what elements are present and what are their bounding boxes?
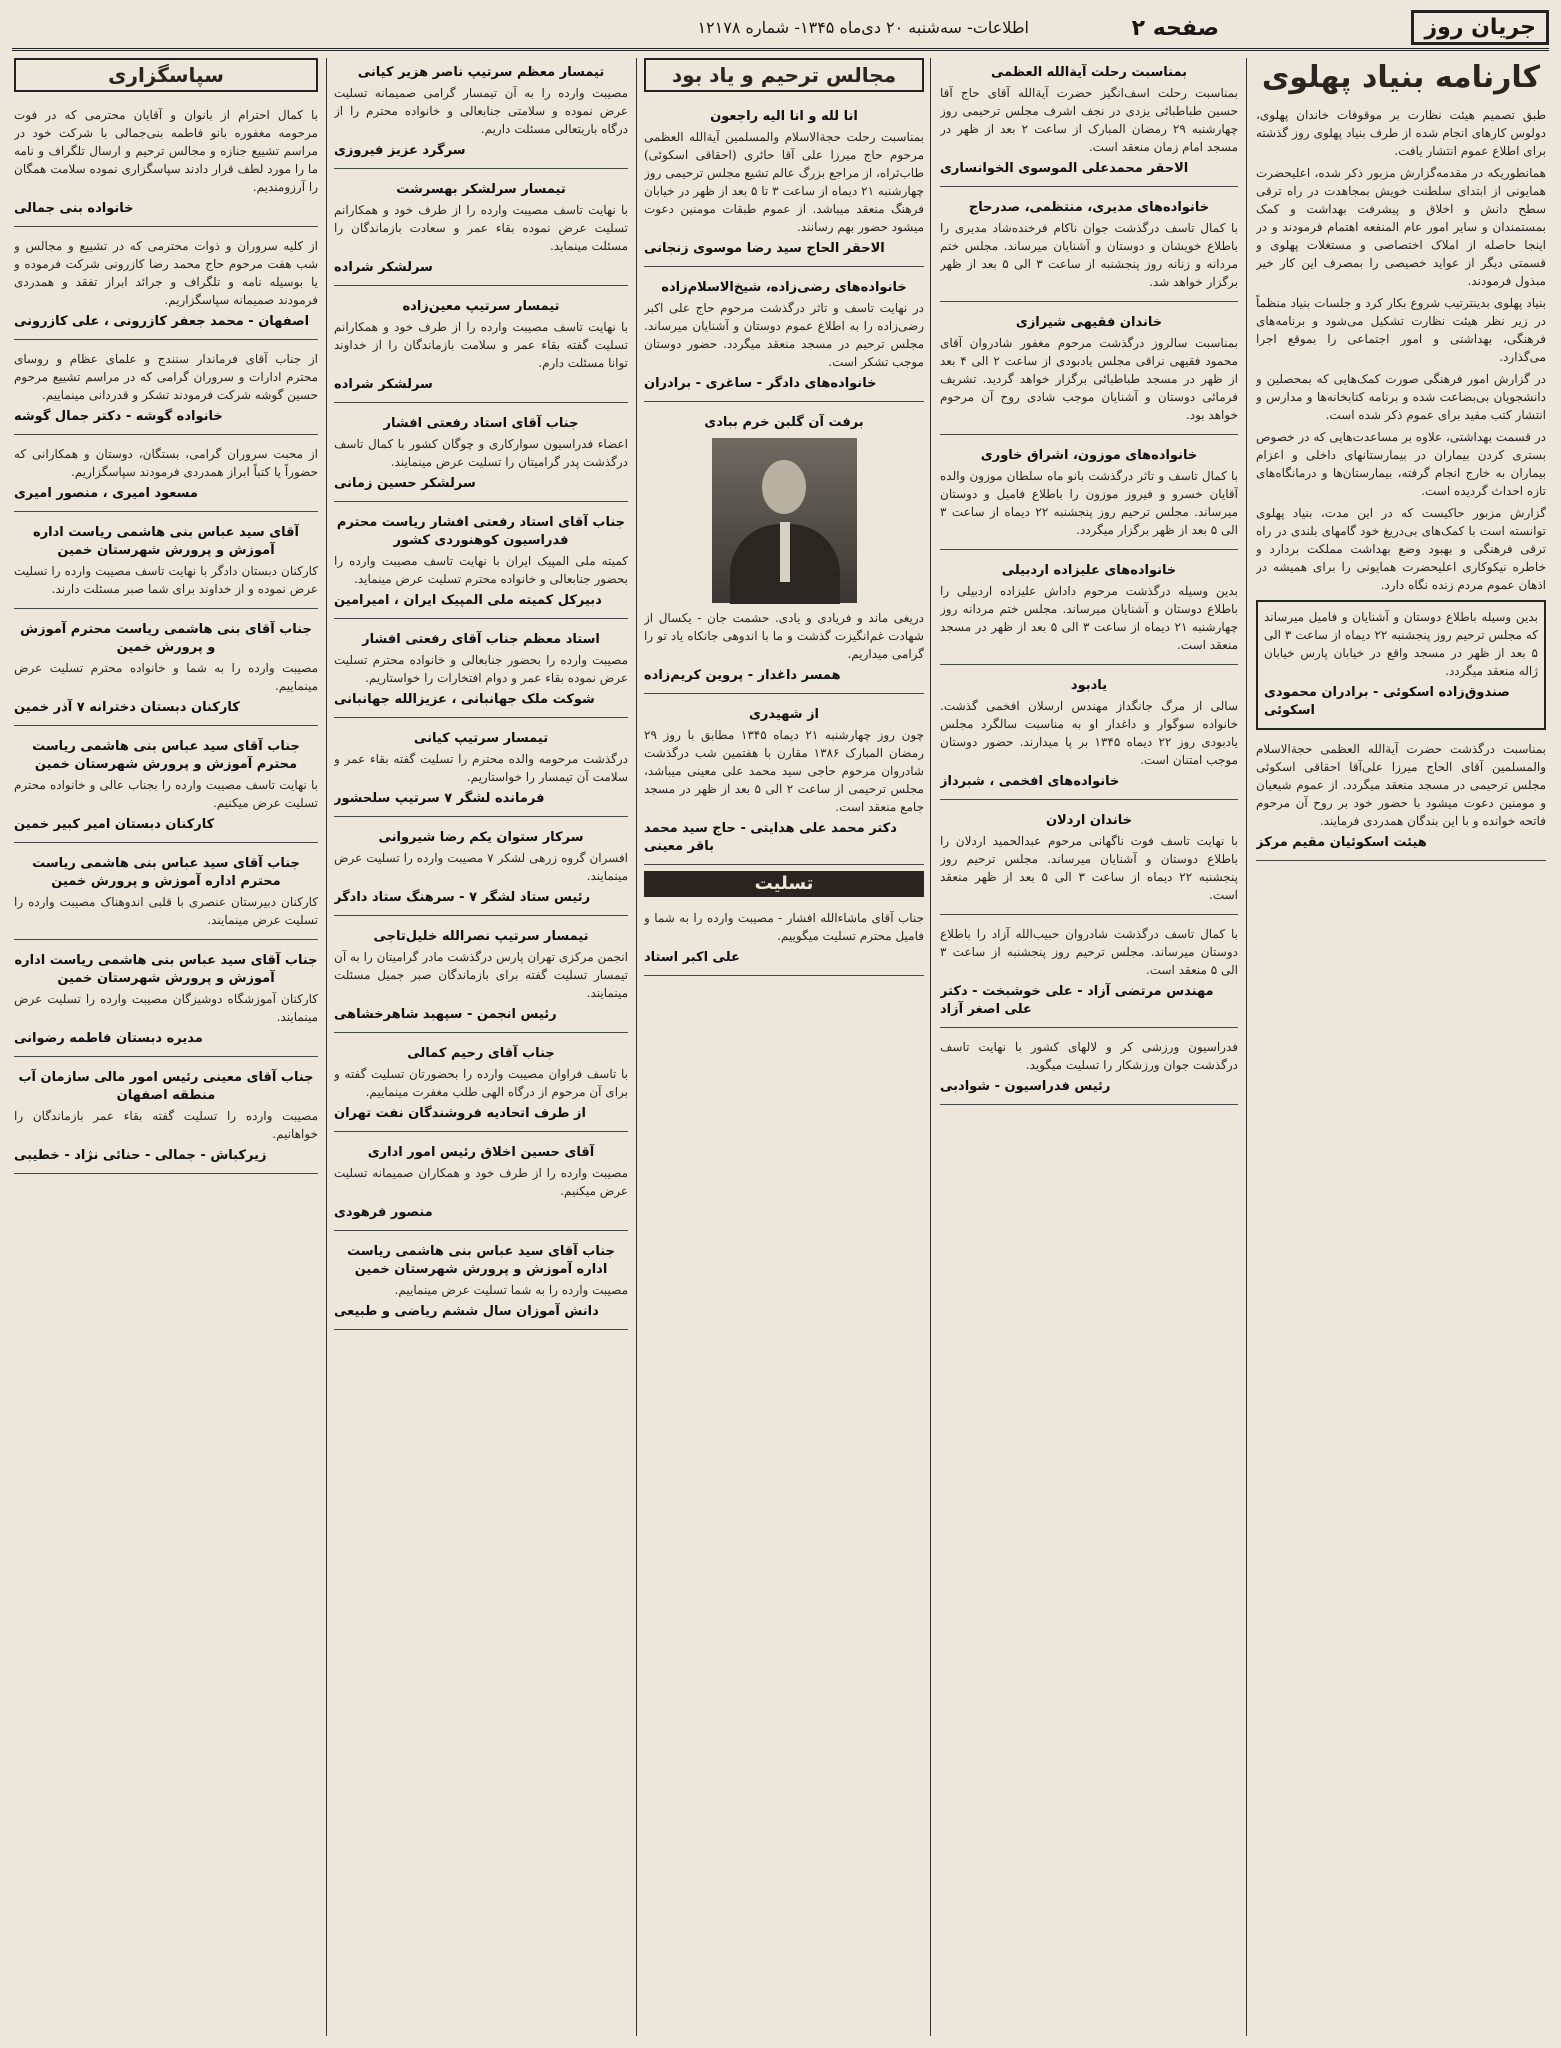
notice-body: با کمال تاسف درگذشت شادروان حبیب‌الله آزاد را باطلاع دوستان میرساند. مجلس ترحیم روز پنجشنبه از ساعت ۳ الی ۵ منعقد است. [940, 927, 1238, 977]
notice-heading: خانواده‌های مدیری، منتظمی، صدرحاج [968, 200, 1210, 215]
notice-heading: سرکار ستوان یکم رضا شیروانی [378, 830, 584, 845]
notice-heading: جناب آقای معینی رئیس امور مالی سازمان آب منطقه اصفهان [18, 1070, 314, 1103]
column-memorials-b [644, 58, 924, 2038]
notice-signature: دبیرکل کمیته ملی المپیک ایران ، امیرامین [334, 593, 602, 608]
notice-heading: از شهیدری [748, 707, 820, 722]
notice-signature: دانش آموزان سال ششم ریاضی و طبیعی [334, 1304, 599, 1319]
notice-body: از جناب آقای فرماندار سنندج و علمای عظام و روسای محترم ادارات و سروران گرامی که در مراسم تشییع مرحوم حسین گوشه شرکت فرمودند تشکر و قدردانی مینماییم. [14, 352, 318, 402]
section-title: جریان روز [1411, 10, 1549, 45]
notice [14, 849, 318, 940]
notice-signature: خانواده بنی جمالی [14, 201, 134, 216]
notice-signature: مسعود امیری ، منصور امیری [14, 486, 198, 501]
notice [334, 1039, 628, 1132]
notice-signature: منصور فرهودی [334, 1205, 433, 1220]
notice-heading: تیمسار سرتیپ نصرالله خلیل‌تاجی [373, 929, 589, 944]
notice-signature: زیرکباش - جمالی - حنائی نژاد - خطیبی [14, 1148, 267, 1163]
article-paragraph: طبق تصمیم هیئت نظارت بر موقوفات خاندان پهلوی، دولوس کارهای انجام شده از طرف بنیاد پهلوی روز گذشته برای اطلاع عموم انتشار یافت. [1256, 108, 1546, 158]
notice-body: با نهایت تاسف مصیبت وارده را از طرف خود و همکارانم تسلیت گفته بقاء عمر و سلامت بازماندگان را از خداوند توانا مسئلت دارم. [334, 320, 628, 370]
notice-heading: جناب آقای سید عباس بنی هاشمی ریاست اداره آموزش و پرورش شهرستان خمین [347, 1244, 615, 1277]
notice-body: فدراسیون ورزشی کر و لالهای کشور با نهایت تاسف درگذشت جوان ورزشکار را تسلیت میگوید. [940, 1040, 1238, 1072]
notice [644, 408, 924, 694]
notice-body: با کمال احترام از بانوان و آقایان محترمی که در فوت مرحومه مغفوره بانو فاطمه بنی‌جمالی با شرکت خود در مراسم تشییع جنازه و مجالس ترحیم و ارسال تلگراف و نامه ما را مورد لطف قرار دادند سپاسگزاری نموده سلامت همگان را آرزومندیم. [14, 108, 318, 194]
notice [14, 518, 318, 609]
column-bonyad-pahlavi [1256, 58, 1546, 2038]
notice [14, 615, 318, 726]
notice-heading: آقای سید عباس بنی هاشمی ریاست اداره آموزش و پرورش شهرستان خمین [33, 525, 299, 558]
article-paragraph: بنیاد پهلوی بدینترتیب شروع بکار کرد و جلسات بنیاد منظماً در زیر نظر هیئت نظارت تشکیل می‌شود و برنامه‌های فرهنگی، بهداشتی و امور اجتماعی را بموقع اجرا می‌گذارد. [1256, 296, 1546, 364]
notice-body: بدین وسیله درگذشت مرحوم داداش علیزاده اردبیلی را باطلاع دوستان و آشنایان میرساند. مجلس ختم مردانه روز چهارشنبه ۲۱ دیماه از ساعت ۳ الی ۵ بعد از ظهر در مسجد منعقد است. [940, 584, 1238, 652]
notice [334, 1237, 628, 1330]
notice-heading: استاد معظم جناب آقای رفعتی افشار [362, 632, 600, 647]
notice-heading: بمناسبت رحلت آیةالله العظمی [990, 65, 1188, 80]
notice-heading: تیمسار سرتیپ معین‌زاده [402, 299, 560, 314]
masthead [12, 8, 1549, 51]
notice-heading: خاندان اردلان [1045, 813, 1133, 828]
article-paragraph: گزارش مزبور حاکیست که در این مدت، بنیاد پهلوی توانسته است با کمک‌های بی‌دریغ خود گامهای بلندی در راه ترقی فرهنگی و بهبود وضع بهداشت مملکت بردارد و خاطره نیکوکاری اعلیحضرت همایونی را برای همیشه در اذهان عموم مردم زنده نگاه دارد. [1256, 506, 1546, 592]
notice-heading: آقای حسین اخلاق رئیس امور اداری [367, 1145, 595, 1160]
notice-body: با کمال تاسف درگذشت جوان ناکام فرخنده‌شاد مدیری را باطلاع خویشان و دوستان و آشنایان میرساند. مجلس ختم مردانه و زنانه روز پنجشنبه از ساعت ۳ الی ۵ بعد از ظهر برگزار خواهد شد. [940, 221, 1238, 289]
notice-body: کمیته ملی المپیک ایران با نهایت تاسف مصیبت وارده را بحضور جنابعالی و خانواده محترم تسلیت عرض مینماید. [334, 554, 628, 586]
notice [940, 806, 1238, 915]
notice [940, 1034, 1238, 1105]
notice-signature: علی اکبر استاد [644, 950, 740, 965]
notice-body: انجمن مرکزی تهران پارس درگذشت مادر گرامیتان را به آن تیمسار تسلیت گفته برای بازماندگان صبر جمیل مسئلت مینمایند. [334, 950, 628, 1000]
article-paragraph: در قسمت بهداشتی، علاوه بر مساعدت‌هایی که در خصوص بستری کردن بیماران در بیمارستانهای داخلی و اعزام بیماران به خارج انجام گرفته، بیمارستان‌ها و درمانگاه‌های تازه احداث گردیده است. [1256, 430, 1546, 498]
notice-signature: خانواده گوشه - دکتر جمال گوشه [14, 409, 223, 424]
notice-heading: برفت آن گلبن خرم ببادی [704, 415, 864, 430]
notice-body: افسران گروه زرهی لشکر ۷ مصیبت وارده را تسلیت عرض مینمایند. [334, 851, 628, 883]
notice [334, 724, 628, 817]
notice [14, 233, 318, 340]
notice-body: اعضاء فدراسیون سوارکاری و چوگان کشور با کمال تاسف درگذشت پدر گرامیتان را تسلیت عرض مینمایند. [334, 437, 628, 469]
notice-body: با تاسف فراوان مصیبت وارده را بحضورتان تسلیت گفته و برای آن مرحوم از درگاه الهی طلب مغفرت مینماییم. [334, 1067, 628, 1099]
notice-body: مصیبت وارده را به شما و خانواده محترم تسلیت عرض مینماییم. [14, 661, 318, 693]
thanks-banner: سپاسگزاری [14, 58, 318, 92]
notice-heading: انا لله و انا الیه راجعون [710, 109, 858, 124]
notice-heading: جناب آقای سید عباس بنی هاشمی ریاست محترم اداره آموزش و پرورش خمین [32, 856, 300, 889]
issue-info: اطلاعات- سه‌شنبه ۲۰ دی‌ماه ۱۳۴۵- شماره ۱۲۱۷۸ [697, 18, 1029, 37]
notice-heading: خانواده‌های علیزاده اردبیلی [1001, 563, 1177, 578]
boxed-notice [1256, 600, 1546, 730]
notice-body: مصیبت وارده را به شما تسلیت عرض مینماییم. [394, 1283, 628, 1297]
notice-heading: تیمسار سرتیپ کیانی [413, 731, 549, 746]
notice-heading: جناب آقای سید عباس بنی هاشمی ریاست محترم آموزش و پرورش شهرستان خمین [32, 739, 300, 772]
notice-body: بمناسبت درگذشت حضرت آیةالله العظمی حجةالاسلام والمسلمین آقای الحاج میرزا علی‌آقا احقاقی اسکوئی مجلس ترحیمی در مسجد منعقد میگردد. از عموم شیعیان و مومنین دعوت میشود با حضور خود بر روح آن مرحوم فاتحه خوانده و با این بندگان همدردی فرمایند. [1256, 742, 1546, 828]
notice-body: بدین وسیله باطلاع دوستان و آشنایان و فامیل میرساند که مجلس ترحیم روز پنجشنبه ۲۲ دیماه از ساعت ۳ الی ۵ بعد از ظهر در مسجد واقع در خیابان پارس خیابان ژاله منعقد میگردد. [1264, 610, 1539, 678]
notice [940, 671, 1238, 800]
column-condolences [334, 58, 628, 2038]
notice [334, 58, 628, 169]
notice-signature: دکتر محمد علی هدایتی - حاج سید محمد باقر معینی [644, 821, 897, 854]
notice-body: با نهایت تاسف فوت ناگهانی مرحوم عبدالحمید اردلان را باطلاع دوستان و آشنایان میرساند. مجلس ترحیم روز پنجشنبه ۲۲ دیماه از ساعت ۳ الی ۵ بعد از ظهر منعقد است. [940, 834, 1238, 902]
notice-signature: فرمانده لشگر ۷ سرتیپ سلحشور [334, 791, 545, 806]
notice-body: از محبت سروران گرامی، بستگان، دوستان و همکارانی که حضوراً یا کتباً ابراز همدردی فرمودند سپاسگزاریم. [14, 447, 318, 479]
notice [334, 508, 628, 619]
notice-body: چون روز چهارشنبه ۲۱ دیماه ۱۳۴۵ مطابق با روز ۲۹ رمضان المبارک ۱۳۸۶ مقارن با هفتمین شب درگذشت شادروان مرحوم حاجی سید محمد علی معینی میباشد، مجلس ترحیمی از ساعت ۲ الی ۵ بعد از ظهر در مسجد جامع منعقد است. [644, 728, 924, 814]
notice-signature: الاحقر محمدعلی الموسوی الخوانساری [940, 161, 1189, 176]
notice-heading: جناب آقای استاد رفعتی افشار ریاست محترم فدراسیون کوهنوردی کشور [336, 515, 626, 548]
notice-body: سالی از مرگ جانگداز مهندس ارسلان افخمی گذشت. خانواده سوگوار و داغدار او به مناسبت سالگرد مجلس یادبودی روز ۲۲ دیماه ۱۳۴۵ بر پا میدارند. حضور دوستان موجب امتنان است. [940, 699, 1238, 767]
notice-signature: رئیس ستاد لشگر ۷ - سرهنگ ستاد دادگر [334, 890, 591, 905]
notice-body: با نهایت تاسف مصیبت وارده را بجناب عالی و خانواده محترم تسلیت عرض میکنیم. [14, 778, 318, 810]
notice-signature: سرلشکر شراده [334, 377, 433, 392]
notice-body: کارکنان دبیرستان عنصری با قلبی اندوهناک مصیبت وارده را تسلیت عرض مینمایند. [14, 895, 318, 927]
notice [334, 409, 628, 502]
notice-signature: صندوق‌زاده اسکوئی - برادران محمودی اسکوئی [1264, 685, 1510, 718]
notice-body: بمناسبت سالروز درگذشت مرحوم مغفور شادروان آقای محمود فقیهی نراقی مجلس یادبودی از ساعت ۲ الی ۴ بعد از ظهر در مسجد طباطبائی برگزار خواهد گردید. تشریف فرمائی دوستان و آشنایان موجب شادی روح آن مرحوم خواهد بود. [940, 336, 1238, 422]
column-rule [636, 58, 637, 2036]
notice-signature: کارکنان دبستان امیر کبیر خمین [14, 817, 215, 832]
notice-heading: تیمسار معظم سرتیپ ناصر هزیر کیانی [357, 65, 605, 80]
notice-signature: از طرف اتحادیه فروشندگان نفت تهران [334, 1106, 586, 1121]
notice-signature: سرلشکر شراده [334, 260, 433, 275]
notice-heading: خانواده‌های موزون، اشراق خاوری [980, 448, 1198, 463]
notice-signature: الاحقر الحاج سید رضا موسوی زنجانی [644, 241, 885, 256]
notice-signature: رئیس فدراسیون - شوادبی [940, 1079, 1111, 1094]
column-rule [326, 58, 327, 2036]
notice [14, 1063, 318, 1174]
page-number: صفحه ۲ [1131, 16, 1219, 41]
notice [14, 946, 318, 1057]
notice [14, 346, 318, 435]
notice-body: مصیبت وارده را به آن تیمسار گرامی صمیمانه تسلیت عرض نموده و سلامتی جنابعالی و خانواده محترم را از درگاه باریتعالی مسئلت داریم. [334, 86, 628, 136]
notice-heading: جناب آقای استاد رفعتی افشار [383, 416, 579, 431]
notice [334, 1138, 628, 1231]
notice-body: مصیبت وارده را از طرف خود و همکاران صمیمانه تسلیت عرض میکنیم. [334, 1166, 628, 1198]
notice [644, 700, 924, 865]
notice-body: مصیبت وارده را بحضور جنابعالی و خانواده محترم تسلیت عرض نموده بقاء عمر و دوام افتخارات را خواستاریم. [334, 653, 628, 685]
notice [334, 823, 628, 916]
notice-signature: خانواده‌های دادگر - ساغری - برادران [644, 376, 877, 391]
notice-body: از کلیه سروران و ذوات محترمی که در تشییع و مجالس و شب هفت مرحوم حاج محمد رضا کازرونی شرکت فرموده و یا بوسیله نامه و تلگراف و جرائد ابراز تفقد و همدردی فرمودند صمیمانه سپاسگزاریم. [14, 239, 318, 307]
notice [940, 58, 1238, 187]
notice-signature: خانواده‌های افخمی ، شبرداز [940, 774, 1120, 789]
notice-heading: تیمسار سرلشکر بهسرشت [396, 182, 566, 197]
notice-heading: جناب آقای بنی هاشمی ریاست محترم آموزش و پرورش خمین [20, 622, 312, 655]
notice [644, 905, 924, 976]
notice [940, 441, 1238, 550]
notice [644, 273, 924, 402]
notice-heading: خانواده‌های رضی‌زاده، شیخ‌الاسلام‌زاده [661, 280, 907, 295]
notice-body: کارکنان دبستان دادگر با نهایت تاسف مصیبت وارده را تسلیت عرض نموده و از خداوند برای شما صبر مسئلت دارند. [14, 564, 318, 596]
notice-body: بمناسبت رحلت اسف‌انگیز حضرت آیةالله آقای حاج آقا حسین طباطبائی یزدی در نجف اشرف مجلس ترحیمی روز چهارشنبه ۲۹ رمضان المبارک از ساعت ۲ بعد از ظهر در مسجد امام زمان منعقد است. [940, 86, 1238, 154]
notice-body: بمناسبت رحلت حجةالاسلام والمسلمین آیةالله العظمی مرحوم حاج میرزا علی آقا حائری (احقاقی اسکوئی) طاب‌ثراه، از مراجع بزرگ عالم تشیع مجلس ترحیمی روز چهارشنبه ۲۱ دیماه از ساعت ۳ تا ۵ بعد از ظهر در خیابان فرهنگ منعقد میباشد. از عموم طبقات مومنین دعوت میشود حضور بهم رسانند. [644, 130, 924, 234]
notice-body: با نهایت تاسف مصیبت وارده را از طرف خود و همکارانم تسلیت عرض نموده بقاء عمر و سعادت بازماندگان را مسئلت مینماید. [334, 203, 628, 253]
notice-body: کارکنان آموزشگاه دوشیزگان مصیبت وارده را تسلیت عرض مینمایند. [14, 992, 318, 1024]
notice [940, 193, 1238, 302]
notice [334, 175, 628, 286]
memorials-banner: مجالس ترحیم و یاد بود [644, 58, 924, 92]
column-rule [930, 58, 931, 2036]
notice-heading: خاندان فقیهی شیرازی [1015, 315, 1163, 330]
notice-signature: کارکنان دبستان دخترانه ۷ آذر خمین [14, 700, 240, 715]
notice-body: در نهایت تاسف و تاثر درگذشت مرحوم حاج علی اکبر رضی‌زاده را به اطلاع عموم دوستان و آشنایان میرساند. مجلس ترحیم در مسجد منعقد میگردد. حضور دوستان موجب تشکر است. [644, 301, 924, 369]
notice-body: درگذشت مرحومه والده محترم را تسلیت گفته بقاء عمر و سلامت آن تیمسار را خواستاریم. [334, 752, 628, 784]
notice [644, 102, 924, 267]
article-paragraph: همانطوریکه در مقدمه‌گزارش مزبور ذکر شده، اعلیحضرت همایونی از ابتدای سلطنت خویش بمجاهدت در راه ترقی سطح دانش و اخلاق و پیشرفت بهداشت و کمک بمستمندان و سایر امور عام المنفعه اهتمام فرمودند و در اینجا حاصله از املاک اختصاصی و مستغلات پهلوی و قسمتی دیگر از عواید خصیصی را بمصرف این کار خیر مبذول فرمودند. [1256, 166, 1546, 288]
column-rule [1246, 58, 1247, 2036]
article-title: کارنامه بنیاد پهلوی [1261, 60, 1541, 95]
notice [14, 102, 318, 227]
notice-signature: سرلشکر حسین زمانی [334, 476, 476, 491]
notice [940, 308, 1238, 435]
condolence-banner: تسلیت [644, 871, 924, 897]
column-thanks [14, 58, 318, 2038]
notice [14, 732, 318, 843]
notice-body: دریغی ماند و فریادی و یادی. حشمت جان - یکسال از شهادت غم‌انگیزت گذشت و ما با اندوهی جانکاه یاد تو را گرامی میداریم. [644, 611, 924, 661]
notice-body: مصیبت وارده را تسلیت گفته بقاء عمر بازماندگان را خواهانیم. [14, 1109, 318, 1141]
notice-signature: مدیره دبستان فاطمه رضوانی [14, 1031, 203, 1046]
notice-signature: شوکت ملک جهانبانی ، عزیزالله جهانبانی [334, 692, 595, 707]
portrait-photo [712, 438, 857, 603]
notice-signature: سرگرد عزیز فیروزی [334, 143, 466, 158]
notice [334, 922, 628, 1033]
notice [14, 441, 318, 512]
notice-heading: جناب آقای سید عباس بنی هاشمی ریاست اداره آموزش و پرورش شهرستان خمین [14, 953, 318, 986]
article-paragraph: در گزارش امور فرهنگی صورت کمک‌هایی که بمحصلین و دانشجویان بی‌بضاعت شده و برنامه کتابخانه‌ها و مدارس و انتشار کتب مفید برای عموم ذکر شده است. [1256, 372, 1546, 422]
notice [334, 292, 628, 403]
notice-signature: اصفهان - محمد جعفر کازرونی ، علی کازرونی [14, 314, 310, 329]
notice [334, 625, 628, 718]
notice [940, 556, 1238, 665]
column-memorials-a [940, 58, 1238, 2038]
notice-body: با کمال تاسف و تاثر درگذشت بانو ماه سلطان موزون والده آقایان خسرو و فیروز موزون را باطلاع فامیل و دوستان میرساند. مجلس ترحیم روز پنجشنبه ۲۲ دیماه از ساعت ۳ الی ۵ بعد از ظهر برگزار میگردد. [940, 469, 1238, 537]
notice-body: جناب آقای ماشاءالله افشار - مصیبت وارده را به شما و فامیل محترم تسلیت میگوییم. [644, 911, 924, 943]
notice-heading: جناب آقای رحیم کمالی [407, 1046, 555, 1061]
notice [1256, 736, 1546, 861]
notice-signature: رئیس انجمن - سپهبد شاهرخشاهی [334, 1007, 557, 1022]
notice [940, 921, 1238, 1028]
notice-heading: یادبود [1070, 678, 1108, 693]
notice-signature: هیئت اسکوئیان مقیم مرکز [1256, 835, 1427, 850]
notice-signature: همسر داغدار - پروین کریم‌زاده [644, 668, 841, 683]
notice-signature: مهندس مرتضی آزاد - علی خوشبخت - دکتر علی اصغر آزاد [940, 984, 1214, 1017]
